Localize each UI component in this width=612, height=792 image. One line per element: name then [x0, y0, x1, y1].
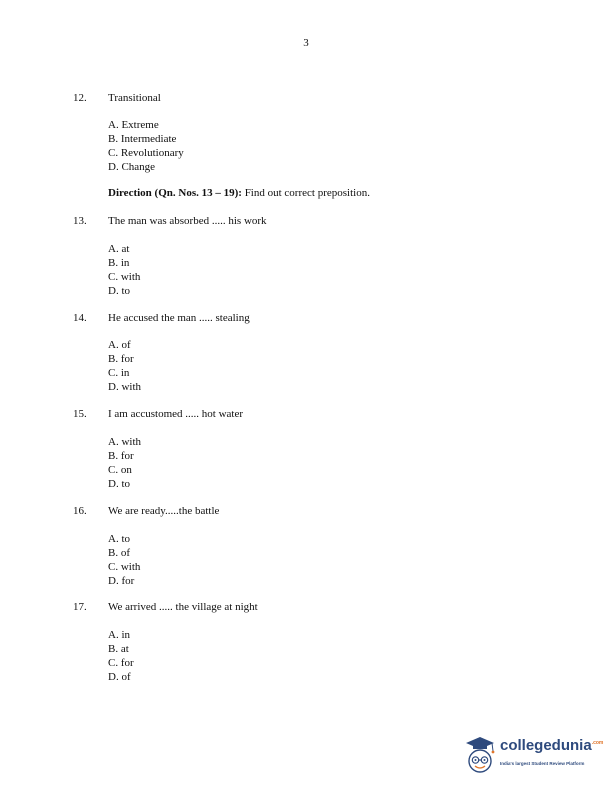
option-c: C. Revolutionary — [108, 147, 184, 159]
direction-instruction — [108, 187, 370, 199]
option-b: B. in — [108, 257, 130, 269]
options-17 — [108, 628, 134, 684]
option-a: A. at — [108, 243, 130, 255]
option-c: C. with — [108, 561, 141, 573]
options-13 — [108, 242, 140, 298]
question-text: He accused the man ..... stealing — [108, 312, 250, 324]
question-text: We arrived ..... the village at night — [108, 601, 258, 613]
options-15 — [108, 435, 141, 491]
direction-text: Find out correct preposition. — [241, 187, 370, 199]
question-number: 14. — [73, 312, 87, 324]
question-number: 16. — [73, 505, 87, 517]
option-d: D. to — [108, 285, 130, 297]
option-c: C. for — [108, 657, 134, 669]
logo-suffix: .com — [591, 740, 604, 746]
option-b: B. at — [108, 643, 129, 655]
option-c: C. with — [108, 271, 141, 283]
question-text: I am accustomed ..... hot water — [108, 408, 244, 420]
page-number: 3 — [303, 37, 309, 49]
question-number: 12. — [73, 92, 87, 104]
collegedunia-logo — [462, 735, 602, 779]
logo-brand: collegedunia — [500, 737, 592, 754]
option-b: B. of — [108, 547, 130, 559]
option-c: C. on — [108, 464, 132, 476]
options-16 — [108, 532, 140, 588]
option-d: D. Change — [108, 161, 156, 173]
option-a: A. Extreme — [108, 119, 159, 131]
option-b: B. for — [108, 450, 134, 462]
logo-wordmark — [500, 737, 603, 754]
option-d: D. of — [108, 671, 131, 683]
question-number: 13. — [73, 215, 87, 227]
options-12 — [108, 118, 184, 174]
option-a: A. to — [108, 533, 130, 545]
question-number: 17. — [73, 601, 87, 613]
question-text: Transitional — [108, 92, 161, 104]
option-d: D. with — [108, 381, 141, 393]
mascot-icon — [462, 735, 498, 777]
options-14 — [108, 338, 141, 394]
question-text: We are ready.....the battle — [108, 505, 220, 517]
option-a: A. with — [108, 436, 141, 448]
option-a: A. of — [108, 339, 131, 351]
option-b: B. for — [108, 353, 134, 365]
option-d: D. to — [108, 478, 130, 490]
option-a: A. in — [108, 629, 130, 641]
question-text: The man was absorbed ..... his work — [108, 215, 267, 227]
direction-label: Direction (Qn. Nos. 13 – 19): — [108, 187, 242, 199]
option-d: D. for — [108, 575, 135, 587]
question-number: 15. — [73, 408, 87, 420]
option-b: B. Intermediate — [108, 133, 177, 145]
logo-tagline: India's largest Student Review Platform — [500, 761, 585, 766]
option-c: C. in — [108, 367, 130, 379]
